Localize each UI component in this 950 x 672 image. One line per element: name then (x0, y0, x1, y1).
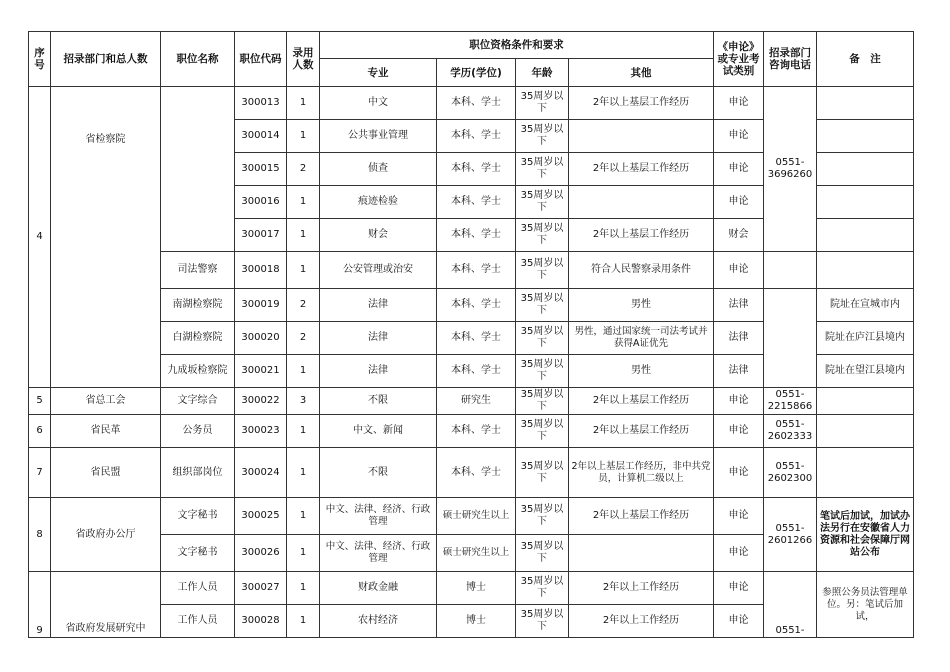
other-cell: 2年以上基层工作经历 (569, 87, 714, 120)
major-cell: 财政金融 (320, 572, 437, 605)
major-cell: 中文、新闻 (320, 415, 437, 448)
remark-cell (817, 87, 914, 120)
code-cell: 300014 (235, 120, 287, 153)
other-cell (569, 535, 714, 572)
edu-cell: 本科、学士 (437, 219, 516, 252)
code-cell: 300016 (235, 186, 287, 219)
age-cell: 35周岁以下 (516, 415, 569, 448)
age-cell: 35周岁以下 (516, 219, 569, 252)
header-edu: 学历(学位) (437, 59, 516, 87)
edu-cell: 硕士研究生以上 (437, 535, 516, 572)
edu-cell: 本科、学士 (437, 153, 516, 186)
remark-cell (817, 252, 914, 289)
seq-cell: 5 (29, 388, 51, 415)
exam-cell: 法律 (714, 355, 764, 388)
table-row (29, 388, 914, 415)
phone-cell: 0551-2602300 (764, 448, 817, 498)
code-cell: 300023 (235, 415, 287, 448)
remark-cell (817, 448, 914, 498)
phone-cell: 0551-3696260 (764, 87, 817, 252)
age-cell: 35周岁以下 (516, 535, 569, 572)
edu-cell: 本科、学士 (437, 322, 516, 355)
edu-cell: 本科、学士 (437, 186, 516, 219)
header-exam: 《申论》或专业考试类别 (714, 32, 764, 87)
remark-cell: 院址在庐江县境内 (817, 322, 914, 355)
edu-cell: 研究生 (437, 388, 516, 415)
remark-cell (817, 186, 914, 219)
remark-cell (817, 153, 914, 186)
edu-cell: 博士 (437, 572, 516, 605)
hire-cell: 1 (287, 498, 320, 535)
seq-cell: 8 (29, 498, 51, 572)
code-cell: 300025 (235, 498, 287, 535)
edu-cell: 本科、学士 (437, 415, 516, 448)
post-cell: 白湖检察院 (161, 322, 235, 355)
other-cell: 2年以上基层工作经历 (569, 219, 714, 252)
hire-cell: 2 (287, 153, 320, 186)
code-cell: 300017 (235, 219, 287, 252)
major-cell: 中文 (320, 87, 437, 120)
remark-cell: 院址在宣城市内 (817, 289, 914, 322)
exam-cell: 申论 (714, 252, 764, 289)
major-cell: 农村经济 (320, 605, 437, 638)
table-row (29, 498, 914, 535)
dept-cell: 省政府发展研究中 (51, 572, 161, 638)
remark-cell (817, 388, 914, 415)
hire-cell: 1 (287, 186, 320, 219)
age-cell: 35周岁以下 (516, 289, 569, 322)
major-cell: 法律 (320, 289, 437, 322)
phone-cell: 0551-2602333 (764, 415, 817, 448)
header-post: 职位名称 (161, 32, 235, 87)
code-cell: 300013 (235, 87, 287, 120)
other-cell: 男性 (569, 355, 714, 388)
post-cell: 文字秘书 (161, 498, 235, 535)
exam-cell: 法律 (714, 322, 764, 355)
hire-cell: 3 (287, 388, 320, 415)
exam-cell: 申论 (714, 572, 764, 605)
exam-cell: 申论 (714, 153, 764, 186)
hire-cell: 1 (287, 535, 320, 572)
exam-cell: 法律 (714, 289, 764, 322)
code-cell: 300021 (235, 355, 287, 388)
post-cell (161, 87, 235, 252)
exam-cell: 申论 (714, 448, 764, 498)
major-cell: 中文、法律、经济、行政管理 (320, 535, 437, 572)
exam-cell: 申论 (714, 87, 764, 120)
edu-cell: 本科、学士 (437, 252, 516, 289)
header-major: 专业 (320, 59, 437, 87)
major-cell: 财会 (320, 219, 437, 252)
post-cell: 九成坂检察院 (161, 355, 235, 388)
post-cell: 司法警察 (161, 252, 235, 289)
code-cell: 300018 (235, 252, 287, 289)
major-cell: 中文、法律、经济、行政管理 (320, 498, 437, 535)
remark-cell: 参照公务员法管理单位。另：笔试后加试， (817, 572, 914, 638)
header-row (29, 32, 914, 59)
edu-cell: 硕士研究生以上 (437, 498, 516, 535)
exam-cell: 申论 (714, 535, 764, 572)
phone-cell: 0551- (764, 572, 817, 638)
edu-cell: 本科、学士 (437, 120, 516, 153)
table-row (29, 87, 914, 120)
other-cell: 2年以上工作经历 (569, 572, 714, 605)
exam-cell: 申论 (714, 388, 764, 415)
hire-cell: 1 (287, 355, 320, 388)
major-cell: 不限 (320, 388, 437, 415)
remark-cell: 院址在望江县境内 (817, 355, 914, 388)
header-phone: 招录部门咨询电话 (764, 32, 817, 87)
age-cell: 35周岁以下 (516, 120, 569, 153)
other-cell: 男性，通过国家统一司法考试并获得A证优先 (569, 322, 714, 355)
exam-cell: 申论 (714, 605, 764, 638)
code-cell: 300020 (235, 322, 287, 355)
phone-cell: 0551-2601266 (764, 498, 817, 572)
hire-cell: 1 (287, 219, 320, 252)
phone-cell: 0551-2215866 (764, 388, 817, 415)
age-cell: 35周岁以下 (516, 355, 569, 388)
remark-cell (817, 415, 914, 448)
post-cell: 南湖检察院 (161, 289, 235, 322)
post-cell: 工作人员 (161, 572, 235, 605)
hire-cell: 1 (287, 448, 320, 498)
code-cell: 300028 (235, 605, 287, 638)
other-cell (569, 120, 714, 153)
major-cell: 公安管理或治安 (320, 252, 437, 289)
post-cell: 文字综合 (161, 388, 235, 415)
header-age: 年龄 (516, 59, 569, 87)
remark-cell (817, 219, 914, 252)
other-cell: 2年以上基层工作经历 (569, 388, 714, 415)
hire-cell: 1 (287, 87, 320, 120)
exam-cell: 申论 (714, 120, 764, 153)
post-cell: 文字秘书 (161, 535, 235, 572)
other-cell: 2年以上基层工作经历 (569, 498, 714, 535)
other-cell: 2年以上工作经历 (569, 605, 714, 638)
age-cell: 35周岁以下 (516, 252, 569, 289)
other-cell (569, 186, 714, 219)
age-cell: 35周岁以下 (516, 388, 569, 415)
edu-cell: 本科、学士 (437, 289, 516, 322)
post-cell: 公务员 (161, 415, 235, 448)
age-cell: 35周岁以下 (516, 153, 569, 186)
age-cell: 35周岁以下 (516, 322, 569, 355)
other-cell: 符合人民警察录用条件 (569, 252, 714, 289)
post-cell: 工作人员 (161, 605, 235, 638)
header-hire: 录用人数 (287, 32, 320, 87)
hire-cell: 2 (287, 289, 320, 322)
header-code: 职位代码 (235, 32, 287, 87)
other-cell: 2年以上基层工作经历 (569, 153, 714, 186)
exam-cell: 申论 (714, 186, 764, 219)
edu-cell: 本科、学士 (437, 448, 516, 498)
dept-cell: 省民革 (51, 415, 161, 448)
hire-cell: 1 (287, 605, 320, 638)
table-row (29, 415, 914, 448)
hire-cell: 1 (287, 415, 320, 448)
age-cell: 35周岁以下 (516, 605, 569, 638)
header-other: 其他 (569, 59, 714, 87)
major-cell: 不限 (320, 448, 437, 498)
dept-cell: 省民盟 (51, 448, 161, 498)
code-cell: 300024 (235, 448, 287, 498)
recruitment-table (28, 31, 914, 638)
phone-cell (764, 252, 817, 289)
other-cell: 2年以上基层工作经历 (569, 415, 714, 448)
major-cell: 痕迹检验 (320, 186, 437, 219)
major-cell: 公共事业管理 (320, 120, 437, 153)
hire-cell: 1 (287, 252, 320, 289)
age-cell: 35周岁以下 (516, 87, 569, 120)
hire-cell: 1 (287, 120, 320, 153)
dept-label: 省检察院 (85, 134, 126, 145)
exam-cell: 申论 (714, 415, 764, 448)
age-cell: 35周岁以下 (516, 186, 569, 219)
dept-cell: 省总工会 (51, 388, 161, 415)
code-cell: 300015 (235, 153, 287, 186)
table-row (29, 289, 914, 322)
major-cell: 法律 (320, 322, 437, 355)
header-dept: 招录部门和总人数 (51, 32, 161, 87)
code-cell: 300026 (235, 535, 287, 572)
hire-cell: 1 (287, 572, 320, 605)
age-cell: 35周岁以下 (516, 572, 569, 605)
header-remark: 备 注 (817, 32, 914, 87)
table-row (29, 448, 914, 498)
other-cell: 2年以上基层工作经历，非中共党员，计算机二级以上 (569, 448, 714, 498)
remark-cell: 笔试后加试，加试办法另行在安徽省人力资源和社会保障厅网站公布 (817, 498, 914, 572)
edu-cell: 博士 (437, 605, 516, 638)
hire-cell: 2 (287, 322, 320, 355)
table-row (29, 572, 914, 605)
age-cell: 35周岁以下 (516, 498, 569, 535)
table-row (29, 252, 914, 289)
seq-cell: 9 (29, 572, 51, 638)
age-cell: 35周岁以下 (516, 448, 569, 498)
edu-cell: 本科、学士 (437, 355, 516, 388)
other-cell: 男性 (569, 289, 714, 322)
code-cell: 300027 (235, 572, 287, 605)
post-cell: 组织部岗位 (161, 448, 235, 498)
exam-cell: 财会 (714, 219, 764, 252)
phone-cell (764, 289, 817, 388)
remark-cell (817, 120, 914, 153)
seq-cell: 4 (29, 87, 51, 388)
seq-cell: 6 (29, 415, 51, 448)
edu-cell: 本科、学士 (437, 87, 516, 120)
seq-cell: 7 (29, 448, 51, 498)
dept-cell (51, 87, 161, 388)
code-cell: 300022 (235, 388, 287, 415)
header-qualifications: 职位资格条件和要求 (320, 32, 714, 59)
code-cell: 300019 (235, 289, 287, 322)
major-cell: 侦查 (320, 153, 437, 186)
exam-cell: 申论 (714, 498, 764, 535)
major-cell: 法律 (320, 355, 437, 388)
dept-cell: 省政府办公厅 (51, 498, 161, 572)
header-seq: 序号 (29, 32, 51, 87)
